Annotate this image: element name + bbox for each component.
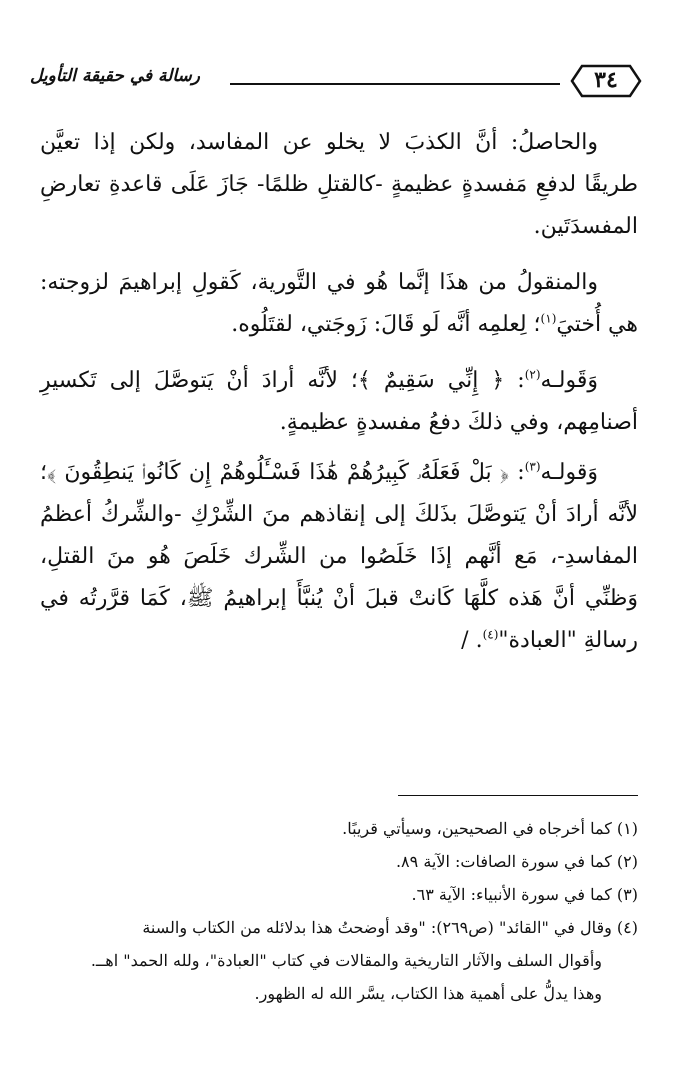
footnote-ref[interactable]: (٣) [524,459,541,474]
page-number: ٣٤ [594,67,618,93]
page-number-badge [570,62,642,100]
page-header [30,62,650,102]
footnote-divider [398,795,638,796]
paragraph: والحاصلُ: أنَّ الكذبَ لا يخلو عن المفاسد، ولكن إذا تعيَّن طريقًا لدفعِ مَفسدةٍ عظيمةٍ -كالقتلِ ظلمًا- جَازَ عَلَى قاعدةِ تعارضِ المفسدَتَين. [40,130,638,239]
footnote: (١) كما أخرجاه في الصحيحين، وسيأتي قريبًا. [342,819,638,838]
footnote-ref[interactable]: (٤) [482,627,499,642]
running-title: رسالة في حقيقة التأويل [30,66,200,86]
main-text [40,122,638,676]
header-rule [230,83,560,85]
paragraph: وَقولـه$^{(٣)}$: ﴿ بَلْ فَعَلَهُۥ كَبِيرُهُمْ هَٰذَا فَسْـَٔلُوهُمْ إِن كَانُوا۟ يَنطِقُونَ ﴾؛ لأنَّه أرادَ أنْ يَتوصَّلَ بذَلكَ إلى إنقاذهم منَ الشِّرْكِ -والشِّركُ أعظمُ المفاسدِ-، مَع أنَّهم إذَا خَلَصُوا من الشِّرك خَلَصَ هُو منَ القتلِ، وَظنِّي أنَّ هَذه كلَّهَا كَانتْ قبلَ أنْ يُنبَّأَ إبراهيمُ ﷺ، كَمَا قرَّرتُه في رسالةِ "العبادة"$^{(٤)}$. / [40,459,638,653]
footnote-ref[interactable]: (٢) [524,367,541,382]
footnote: (٢) كما في سورة الصافات: الآية ٨٩. [395,852,638,871]
footnote: (٤) وقال في "القائد" (ص٢٦٩): "وقد أوضحتُ هذا بدلائله من الكتاب والسنة [142,918,638,937]
footnote-continuation: وهذا يدلُّ على أهمية هذا الكتاب، يسَّر الله له الظهور. [254,984,602,1003]
paragraph: وَقَولـه$^{(٢)}$: ﴿ إِنِّي سَقِيمٌ ﴾؛ لأنَّه أرادَ أنْ يَتوصَّلَ إلى تَكسيرِ أصنامِهم، وفي ذلكَ دفعُ مفسدةٍ عظيمةٍ. [40,367,638,435]
paragraph: والمنقولُ من هذَا إنَّما هُو في التَّورية، كَقولِ إبراهيمَ لزوجته: هي أُختيَ$^{(١)}$؛ لِعلمِه أنَّه لَو قَالَ: زَوجَتي، لقتَلُوه. [40,270,638,337]
footnote-continuation: وأقوال السلف والآثار التاريخية والمقالات في كتاب "العبادة"، ولله الحمد" اهــ. [90,951,602,970]
footnotes [40,812,638,1010]
footnote-ref[interactable]: (١) [540,311,557,326]
footnote: (٣) كما في سورة الأنبياء: الآية ٦٣. [411,885,638,904]
